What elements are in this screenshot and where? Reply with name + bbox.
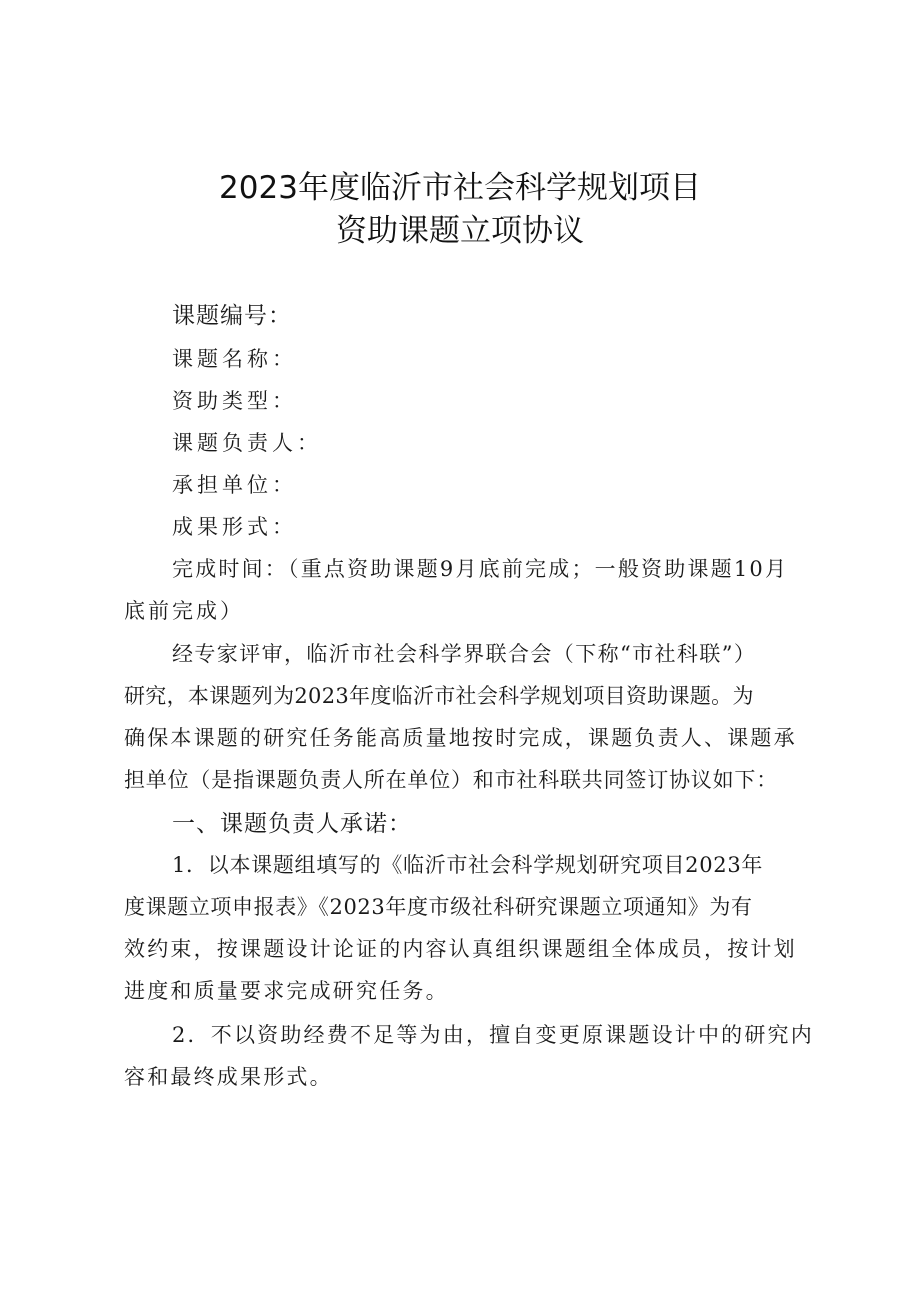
- intro-paragraph-line-1: 经专家评审，临沂市社会科学界联合会（下称“市社科联”）: [172, 642, 757, 666]
- intro-paragraph-line-4: 担单位（是指课题负责人所在单位）和市社科联共同签订协议如下：: [124, 768, 778, 792]
- field-completion-time-line-2: 底前完成）: [124, 599, 244, 623]
- intro-paragraph-line-2: 研究，本课题列为2023年度临沂市社会科学规划项目资助课题。为: [124, 684, 754, 708]
- item-2-line-1: 2．不以资助经费不足等为由，擅自变更原课题设计中的研究内: [172, 1023, 814, 1047]
- section-1-heading: 一、课题负责人承诺：: [172, 811, 412, 837]
- item-1-line-4: 进度和质量要求完成研究任务。: [124, 979, 449, 1003]
- intro-paragraph-line-3: 确保本课题的研究任务能高质量地按时完成，课题负责人、课题承: [124, 726, 797, 750]
- document-title-line-1: 2023年度临沂市社会科学规划项目: [219, 170, 701, 206]
- field-topic-name: 课题名称：: [172, 347, 297, 371]
- item-1-line-3: 效约束，按课题设计论证的内容认真组织课题组全体成员，按计划: [124, 937, 797, 961]
- field-funding-type: 资助类型：: [172, 389, 297, 413]
- field-completion-time-line-1: 完成时间：（重点资助课题9月底前完成；一般资助课题10月: [172, 557, 789, 581]
- field-topic-number: 课题编号：: [172, 303, 292, 329]
- item-1-line-2: 度课题立项申报表》《2023年度市级社科研究课题立项通知》为有: [124, 895, 753, 919]
- field-topic-leader: 课题负责人：: [172, 431, 322, 455]
- item-2-line-2: 容和最终成果形式。: [124, 1065, 333, 1089]
- document-title-line-2: 资助课题立项协议: [336, 213, 584, 249]
- field-undertaking-unit: 承担单位：: [172, 473, 297, 497]
- field-result-form: 成果形式：: [172, 515, 297, 539]
- item-1-line-1: 1．以本课题组填写的《临沂市社会科学规划研究项目2023年: [172, 853, 764, 877]
